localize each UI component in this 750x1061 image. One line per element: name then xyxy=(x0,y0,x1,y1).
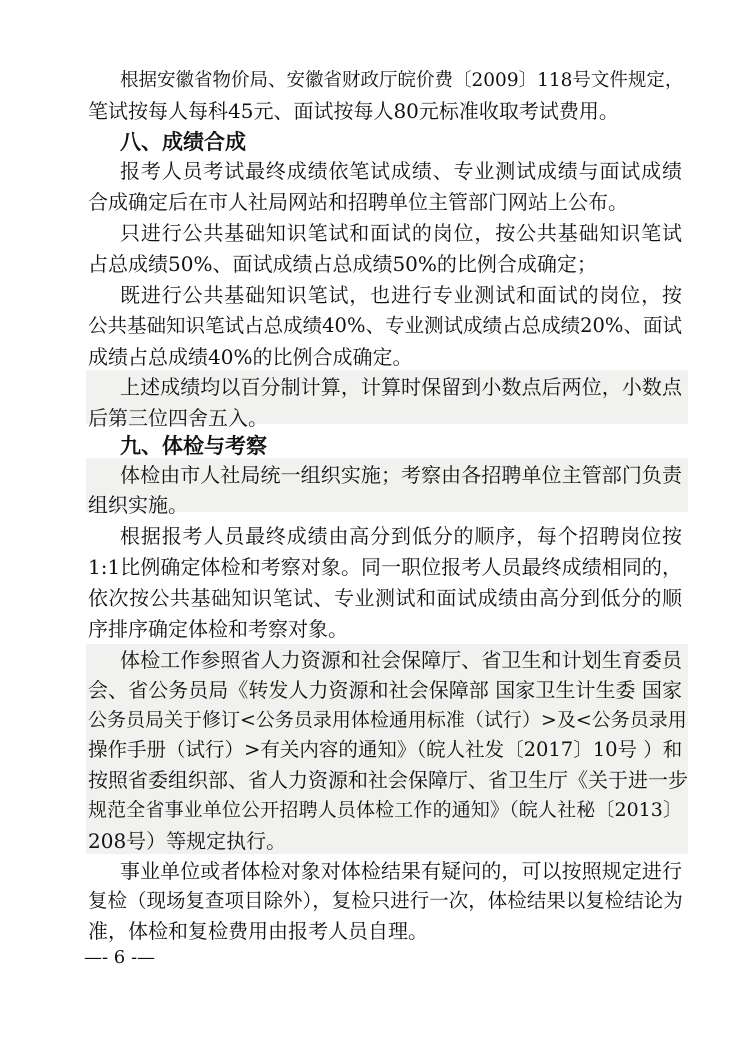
paragraph-line: 规范全省事业单位公开招聘人员体检工作的通知》（皖人社秘〔2013〕 xyxy=(88,799,682,821)
paragraph-line: 会、省公务员局《转发人力资源和社会保障部 国家卫生计生委 国家 xyxy=(88,678,682,702)
paragraph-line: 合成确定后在市人社局网站和招聘单位主管部门网站上公布。 xyxy=(88,190,628,214)
paragraph-line: 只进行公共基础知识笔试和面试的岗位，按公共基础知识笔试 xyxy=(120,221,682,245)
paragraph-line: 上述成绩均以百分制计算，计算时保留到小数点后两位，小数点 xyxy=(120,375,682,399)
section-heading: 八、成绩合成 xyxy=(120,130,246,154)
paragraph-line: 操作手册（试行）>有关内容的通知》（皖人社发〔2017〕10号 ）和 xyxy=(88,738,683,761)
paragraph-line: 根据报考人员最终成绩由高分到低分的顺序，每个招聘岗位按 xyxy=(120,524,682,548)
paragraph-line: 事业单位或者体检对象对体检结果有疑问的，可以按照规定进行 xyxy=(120,859,682,883)
paragraph-line: 成绩占总成绩40%的比例合成确定。 xyxy=(88,345,413,369)
paragraph-line: 复检（现场复查项目除外），复检只进行一次，体检结果以复检结论为 xyxy=(88,889,683,912)
paragraph-line: 1:1比例确定体检和考察对象。同一职位报考人员最终成绩相同的， xyxy=(88,555,682,579)
page-number: —- 6 -— xyxy=(84,947,156,968)
paragraph-line: 公务员局关于修订<公务员录用体检通用标准（试行）>及<公务员录用 xyxy=(88,709,687,731)
paragraph-line: 依次按公共基础知识笔试、专业测试和面试成绩由高分到低分的顺 xyxy=(88,586,682,610)
paragraph-line: 序排序确定体检和考察对象。 xyxy=(88,617,348,641)
paragraph-line: 准，体检和复检费用由报考人员自理。 xyxy=(88,919,428,943)
paragraph-line: 根据安徽省物价局、安徽省财政厅皖价费〔2009〕118号文件规定， xyxy=(120,70,684,91)
paragraph-line: 报考人员考试最终成绩依笔试成绩、专业测试成绩与面试成绩 xyxy=(120,159,682,183)
paragraph-line: 公共基础知识笔试占总成绩40%、专业测试成绩占总成绩20%、面试 xyxy=(88,314,682,337)
paragraph-line: 组织实施。 xyxy=(88,493,188,517)
section-heading: 九、体检与考察 xyxy=(120,434,267,458)
paragraph-line: 占总成绩50%、面试成绩占总成绩50%的比例合成确定； xyxy=(88,252,597,276)
paragraph-line: 笔试按每人每科45元、面试按每人80元标准收取考试费用。 xyxy=(88,99,619,123)
paragraph-line: 后第三位四舍五入。 xyxy=(88,406,268,430)
paragraph-line: 体检工作参照省人力资源和社会保障厅、省卫生和计划生育委员 xyxy=(120,648,682,672)
paragraph-line: 208号）等规定执行。 xyxy=(88,829,287,853)
paragraph-line: 按照省委组织部、省人力资源和社会保障厅、省卫生厅《关于进一步 xyxy=(88,768,688,792)
paragraph-line: 体检由市人社局统一组织实施；考察由各招聘单位主管部门负责 xyxy=(120,463,682,487)
paragraph-line: 既进行公共基础知识笔试，也进行专业测试和面试的岗位，按 xyxy=(120,283,682,307)
